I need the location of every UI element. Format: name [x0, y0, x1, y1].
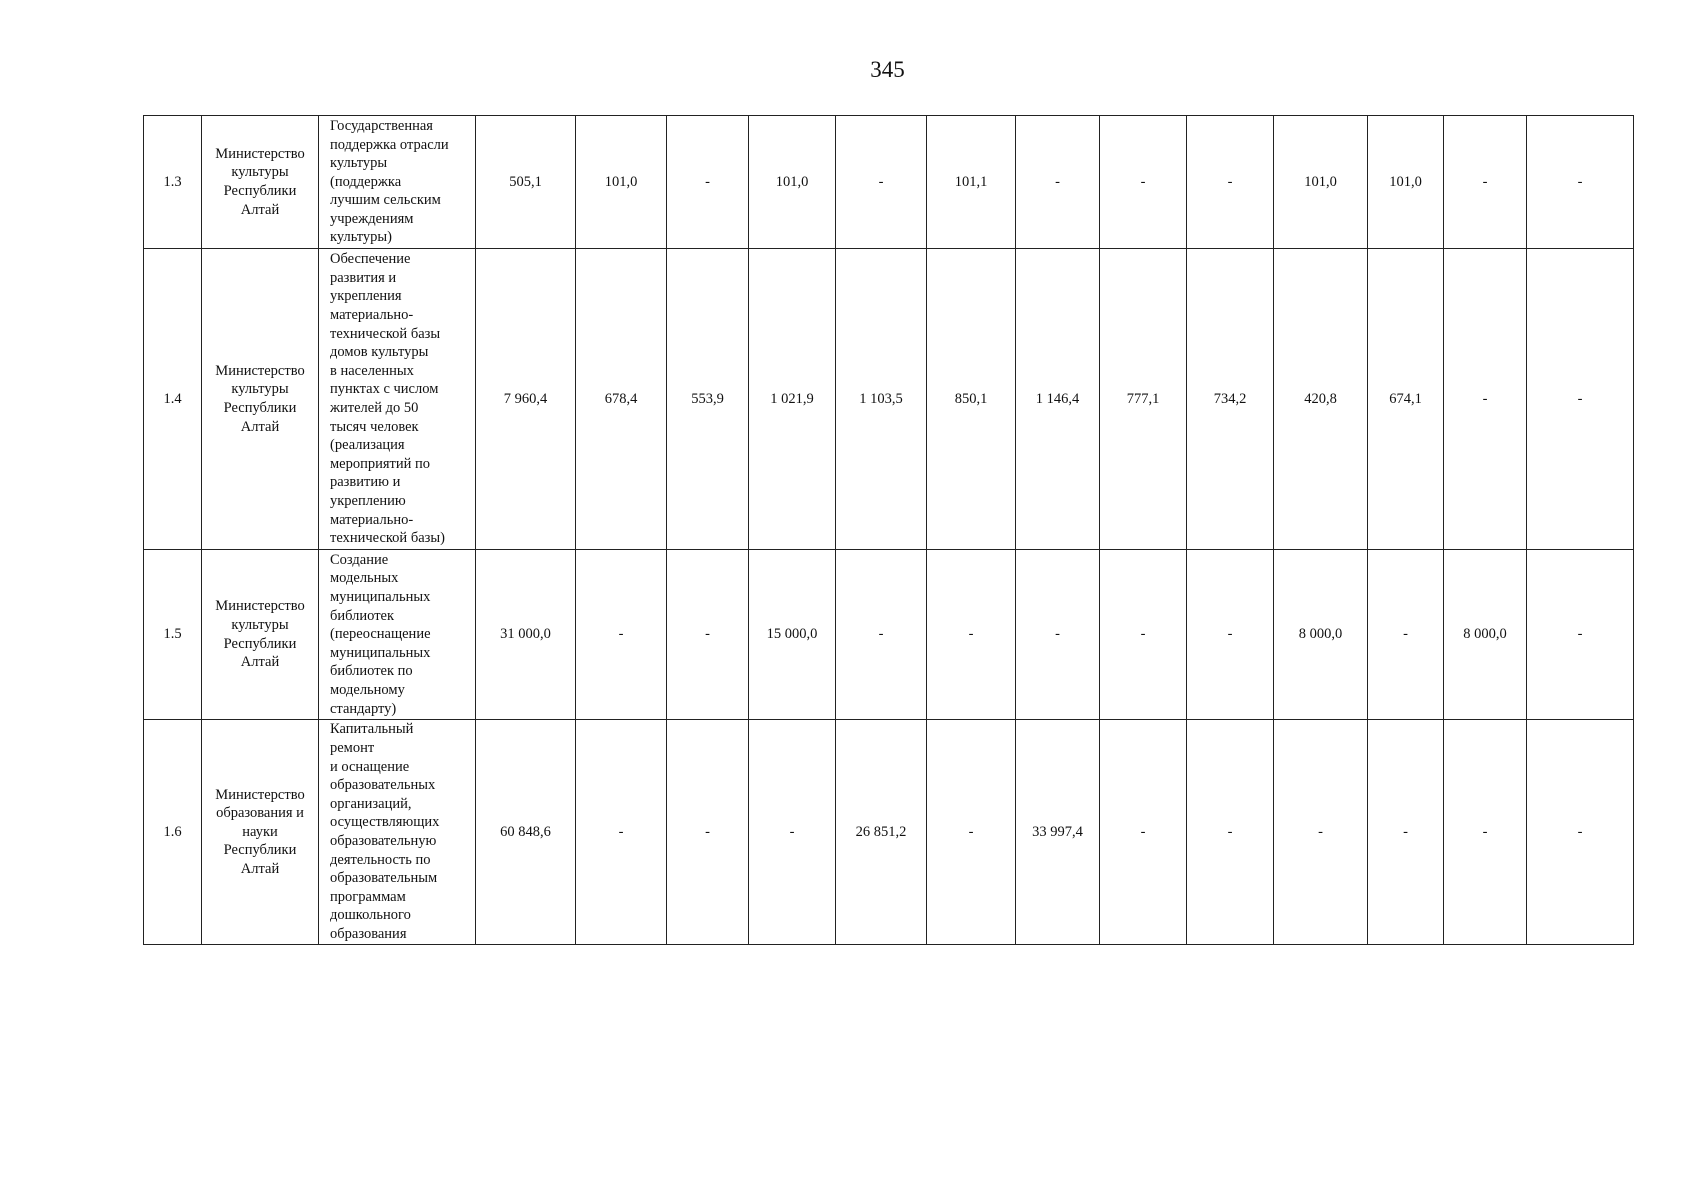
measure-description: Государственная поддержка отрасли культуры (поддержка лучшим сельским учреждениям культуры) [319, 116, 476, 249]
value-cell: 33 997,4 [1016, 720, 1100, 945]
value-cell: - [1016, 550, 1100, 720]
value-cell: 674,1 [1368, 249, 1444, 550]
value-cell: - [667, 720, 749, 945]
value-cell: 777,1 [1100, 249, 1187, 550]
value-cell: - [1016, 116, 1100, 249]
value-cell: - [1527, 249, 1634, 550]
table-row [144, 249, 1634, 550]
value-cell: 101,0 [749, 116, 836, 249]
measure-description: Обеспечение развития и укрепления материально- технической базы домов культуры в населенных пунктах с числом жителей до 50 тысяч человек (реализация мероприятий по развитию и укреплению материально- технической базы) [319, 249, 476, 550]
value-cell: - [927, 550, 1016, 720]
value-cell: - [1100, 550, 1187, 720]
value-cell: 26 851,2 [836, 720, 927, 945]
value-cell: 1 103,5 [836, 249, 927, 550]
responsible-org: Министерство культуры Республики Алтай [202, 550, 319, 720]
row-number: 1.4 [144, 249, 202, 550]
value-total: 60 848,6 [476, 720, 576, 945]
row-number: 1.6 [144, 720, 202, 945]
value-cell: 850,1 [927, 249, 1016, 550]
table-row [144, 550, 1634, 720]
value-cell: 1 146,4 [1016, 249, 1100, 550]
page-number: 345 [870, 57, 905, 82]
value-cell: 8 000,0 [1274, 550, 1368, 720]
value-cell: - [1274, 720, 1368, 945]
budget-table [143, 115, 1634, 945]
value-total: 505,1 [476, 116, 576, 249]
value-cell: - [576, 720, 667, 945]
value-cell: - [1187, 116, 1274, 249]
value-cell: - [927, 720, 1016, 945]
value-total: 7 960,4 [476, 249, 576, 550]
responsible-org: Министерство культуры Республики Алтай [202, 249, 319, 550]
value-cell: - [836, 116, 927, 249]
table-row [144, 720, 1634, 945]
responsible-org: Министерство образования и науки Республики Алтай [202, 720, 319, 945]
value-cell: - [576, 550, 667, 720]
value-cell: - [1527, 720, 1634, 945]
value-cell: 734,2 [1187, 249, 1274, 550]
table-row [144, 116, 1634, 249]
measure-description: Создание модельных муниципальных библиотек (переоснащение муниципальных библиотек по модельному стандарту) [319, 550, 476, 720]
value-cell: 8 000,0 [1444, 550, 1527, 720]
row-number: 1.3 [144, 116, 202, 249]
measure-description: Капитальный ремонт и оснащение образовательных организаций, осуществляющих образовательную деятельность по образовательным программам дошкольного образования [319, 720, 476, 945]
value-cell: 553,9 [667, 249, 749, 550]
value-cell: 101,0 [576, 116, 667, 249]
value-cell: - [1444, 249, 1527, 550]
value-cell: - [749, 720, 836, 945]
value-cell: - [1368, 720, 1444, 945]
value-cell: - [1527, 116, 1634, 249]
value-cell: - [1187, 550, 1274, 720]
value-cell: - [1444, 720, 1527, 945]
value-cell: 101,1 [927, 116, 1016, 249]
value-cell: 420,8 [1274, 249, 1368, 550]
value-cell: 1 021,9 [749, 249, 836, 550]
value-cell: - [1187, 720, 1274, 945]
row-number: 1.5 [144, 550, 202, 720]
value-cell: - [1100, 720, 1187, 945]
value-cell: 15 000,0 [749, 550, 836, 720]
value-cell: - [667, 550, 749, 720]
value-cell: 678,4 [576, 249, 667, 550]
value-cell: - [1444, 116, 1527, 249]
responsible-org: Министерство культуры Республики Алтай [202, 116, 319, 249]
value-cell: - [1100, 116, 1187, 249]
value-cell: - [836, 550, 927, 720]
value-cell: 101,0 [1368, 116, 1444, 249]
value-cell: 101,0 [1274, 116, 1368, 249]
value-cell: - [1368, 550, 1444, 720]
value-cell: - [1527, 550, 1634, 720]
value-cell: - [667, 116, 749, 249]
value-total: 31 000,0 [476, 550, 576, 720]
